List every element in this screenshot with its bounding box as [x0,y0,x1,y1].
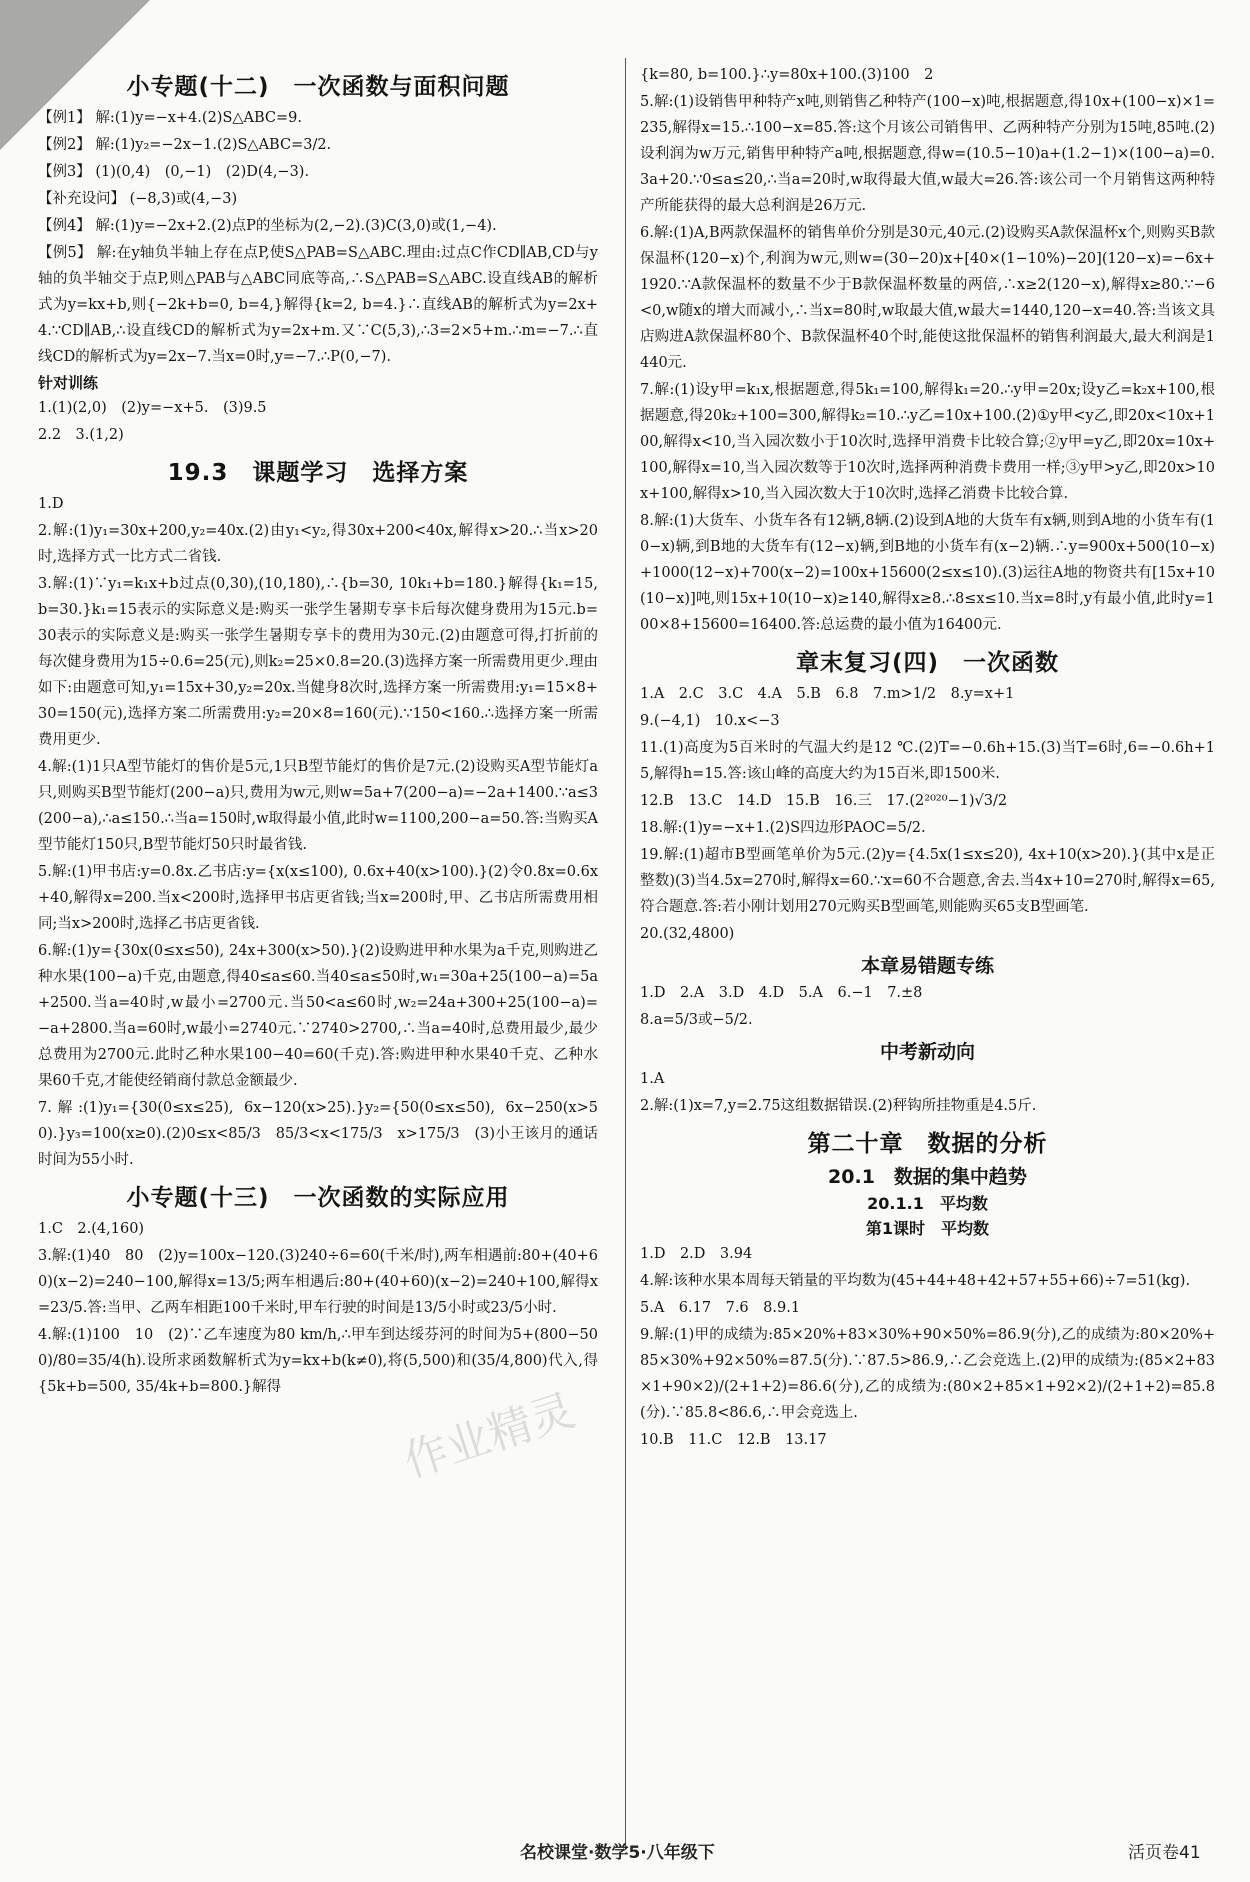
section-heading: 19.3 课题学习 选择方案 [167,460,469,486]
section-heading: 20.1.1 平均数 [867,1194,988,1213]
column-divider [625,58,626,1848]
answer-line: 6.解:(1)y={30x(0≤x≤50), 24x+300(x>50).}(2)设购进甲种水果为a千克,则购进乙种水果(100−a)千克,由题意,得40≤a≤60.当40≤a≤50时,w₁=30a+25(100−a)=5a+2500.当a=40时,w最小=2700元.当50<a≤60时,w₂=24a+300+25(100−a)=−a+2800.当a=60时,w最小=2740元.∵2740>2700,∴当a=40时,总费用最少,最少总费用为2700元.此时乙种水果100−40=60(千克).答:购进甲种水果40千克、乙种水果60千克,才能使经销商付款总金额最少. [38,943,598,1089]
answer-line: 【例3】 (1)(0,4) (0,−1) (2)D(4,−3). [38,164,310,180]
answer-line: 8.解:(1)大货车、小货车各有12辆,8辆.(2)设到A地的大货车有x辆,则到A地的小货车有(10−x)辆,到B地的大货车有(12−x)辆,到B地的小货车有(x−2)辆.∴y=900x+500(10−x)+1000(12−x)+700(x−2)=100x+15600(2≤x≤10).(3)运往A地的物资共有[15x+10(10−x)]吨,则15x+10(10−x)≥140,解得x≥8.∴8≤x≤10.当x=8时,y有最小值,此时y=100×8+15600=16400.答:总运费的最小值为16400元. [640,513,1215,633]
right-column [640,62,1215,1454]
answer-line: 7.解:(1)设y甲=k₁x,根据题意,得5k₁=100,解得k₁=20.∴y甲=20x;设y乙=k₂x+100,根据题意,得20k₂+100=300,解得k₂=10.∴y乙=10x+100.(2)①y甲<y乙,即20x<10x+100,解得x<10,当入园次数小于10次时,选择甲消费卡比较合算;②y甲=y乙,即20x=10x+100,解得x=10,当入园次数等于10次时,选择两种消费卡费用一样;③y甲>y乙,即20x>10x+100,解得x>10,当入园次数大于10次时,选择乙消费卡比较合算. [640,382,1215,502]
answer-line: 10.B 11.C 12.B 13.17 [640,1432,827,1448]
answer-line: 4.解:该种水果本周每天销量的平均数为(45+44+48+42+57+55+66)÷7=51(kg). [640,1273,1191,1289]
watermark-text: 作业精灵 [397,1384,581,1488]
answer-line: 20.(32,4800) [640,926,735,942]
answer-line: 19.解:(1)超市B型画笔单价为5元.(2)y={4.5x(1≤x≤20), 4x+10(x>20).}(其中x是正整数)(3)当4.5x=270时,解得x=60.∵x=60不合题意,舍去.当4x+10=270时,解得x=65,符合题意.答:若小刚计划用270元购买B型画笔,则能购买65支B型画笔. [640,847,1215,915]
answer-line: 4.解:(1)100 10 (2)∵乙车速度为80 km/h,∴甲车到达绥芬河的时间为5+(800−500)/80=35/4(h).设所求函数解析式为y=kx+b(k≠0),将(5,500)和(35/4,800)代入,得{5k+b=500, 35/4k+b=800.}解得 [38,1327,598,1395]
page-number: 活页卷41 [1128,1843,1201,1863]
answer-line: 【例1】 解:(1)y=−x+4.(2)S△ABC=9. [38,110,303,126]
answer-line: 18.解:(1)y=−x+1.(2)S四边形PAOC=5/2. [640,820,926,836]
section-heading: 第二十章 数据的分析 [807,1131,1048,1157]
answer-line: 2.解:(1)y₁=30x+200,y₂=40x.(2)由y₁<y₂,得30x+200<40x,解得x>20.∴当x>20时,选择方式一比方式二省钱. [38,523,598,565]
section-label: 针对训练 [38,374,99,392]
answer-line: 9.解:(1)甲的成绩为:85×20%+83×30%+90×50%=86.9(分),乙的成绩为:80×20%+85×30%+92×50%=87.5(分).∵87.5>86.9,∴乙会竞选上.(2)甲的成绩为:(85×2+83×1+90×2)/(2+1+2)=86.6(分),乙的成绩为:(80×2+85×1+92×2)/(2+1+2)=85.8(分).∵85.8<86.6,∴甲会竞选上. [640,1327,1215,1421]
answer-line: 1.D 2.A 3.D 4.D 5.A 6.−1 7.±8 [640,985,923,1001]
section-heading: 本章易错题专练 [860,955,994,977]
answer-line: 8.a=5/3或−5/2. [640,1012,753,1028]
answer-line: 1.(1)(2,0) (2)y=−x+5. (3)9.5 [38,400,267,416]
answer-line: 2.2 3.(1,2) [38,427,124,443]
answer-line: 5.A 6.17 7.6 8.9.1 [640,1300,801,1316]
section-heading: 章末复习(四) 一次函数 [795,650,1060,676]
answer-line: 【例4】 解:(1)y=−2x+2.(2)点P的坐标为(2,−2).(3)C(3,0)或(1,−4). [38,218,497,234]
answer-line: {k=80, b=100.}∴y=80x+100.(3)100 2 [640,67,934,83]
answer-line: 12.B 13.C 14.D 15.B 16.三 17.(2²⁰²⁰−1)√3/2 [640,793,1008,809]
section-heading: 中考新动向 [879,1041,975,1063]
book-footer: 名校课堂·数学5·八年级下 [520,1843,715,1863]
answer-line: 6.解:(1)A,B两款保温杯的销售单价分别是30元,40元.(2)设购买A款保温杯x个,则购买B款保温杯(120−x)个,利润为w元,则w=(30−20)x+[40×(1−10%)−20](120−x)=−6x+1920.∵A款保温杯的数量不少于B款保温杯数量的两倍,∴x≥2(120−x),解得x≥80.∵−6<0,w随x的增大而减小,∴当x=80时,w取最大值,w最大=1440,120−x=40.答:当该文具店购进A款保温杯80个、B款保温杯40个时,能使这批保温杯的销售利润最大,最大利润是1440元. [640,225,1215,371]
answer-line: 2.解:(1)x=7,y=2.75这组数据错误.(2)秤钩所挂物重是4.5斤. [640,1098,1037,1114]
answer-line: 1.C 2.(4,160) [38,1221,145,1237]
answer-line: 【例5】 解:在y轴负半轴上存在点P,使S△PAB=S△ABC.理由:过点C作CD∥AB,CD与y轴的负半轴交于点P,则△PAB与△ABC同底等高,∴S△PAB=S△ABC.设直线AB的解析式为y=kx+b,则{−2k+b=0, b=4,}解得{k=2, b=4.}∴直线AB的解析式为y=2x+4.∵CD∥AB,∴设直线CD的解析式为y=2x+m.又∵C(5,3),∴3=2×5+m.∴m=−7.∴直线CD的解析式为y=2x−7.当x=0时,y=−7.∴P(0,−7). [38,245,598,365]
answer-line: 3.解:(1)40 80 (2)y=100x−120.(3)240÷6=60(千米/时),两车相遇前:80+(40+60)(x−2)=240−100,解得x=13/5;两车相遇后:80+(40+60)(x−2)=240+100,解得x=23/5.答:当甲、乙两车相距100千米时,甲车行驶的时间是13/5小时或23/5小时. [38,1248,598,1316]
answer-line: 5.解:(1)设销售甲种特产x吨,则销售乙种特产(100−x)吨,根据题意,得10x+(100−x)×1=235,解得x=15.∴100−x=85.答:这个月该公司销售甲、乙两种特产分别为15吨,85吨.(2)设利润为w万元,销售甲种特产a吨,根据题意,得w=(10.5−10)a+(1.2−1)×(100−a)=0.3a+20.∵0≤a≤20,∴当a=20时,w取得最大值,w最大=26.答:该公司一个月销售这两种特产所能获得的最大总利润是26万元. [640,94,1215,214]
answer-line: 1.A [640,1071,665,1087]
answer-line: 1.D [38,496,64,512]
answer-line: 7.解:(1)y₁={30(0≤x≤25), 6x−120(x>25).}y₂={50(0≤x≤50), 6x−250(x>50).}y₃=100(x≥0).(2)0≤x<85/3 85/3<x<175/3 x>175/3 (3)小王该月的通话时间为55小时. [38,1100,598,1168]
section-heading: 第1课时 平均数 [865,1219,990,1238]
section-heading: 20.1 数据的集中趋势 [828,1166,1027,1188]
answer-line: 1.D 2.D 3.94 [640,1246,753,1262]
answer-line: 4.解:(1)1只A型节能灯的售价是5元,1只B型节能灯的售价是7元.(2)设购买A型节能灯a只,则购买B型节能灯(200−a)只,费用为w元,则w=5a+7(200−a)=−2a+1400.∵a≤3(200−a),∴a≤150.∴当a=150时,w取得最小值,此时w=1100,200−a=50.答:当购买A型节能灯150只,B型节能灯50只时最省钱. [38,759,598,853]
answer-line: 9.(−4,1) 10.x<−3 [640,713,780,729]
answer-line: 【补充设问】 (−8,3)或(4,−3) [38,191,238,207]
answer-line: 11.(1)高度为5百米时的气温大约是12 ℃.(2)T=−0.6h+15.(3)当T=6时,6=−0.6h+15,解得h=15.答:该山峰的高度大约为15百米,即1500米. [640,740,1215,782]
answer-line: 3.解:(1)∵y₁=k₁x+b过点(0,30),(10,180),∴{b=30, 10k₁+b=180.}解得{k₁=15, b=30.}k₁=15表示的实际意义是:购买一张学生暑期专享卡后每次健身费用为15元.b=30表示的实际意义是:购买一张学生暑期专享卡的费用为30元.(2)由题意可得,打折前的每次健身费用为15÷0.6=25(元),则k₂=25×0.8=20.(3)选择方案一所需费用更少.理由如下:由题意可知,y₁=15x+30,y₂=20x.当健身8次时,选择方案一所需费用:y₁=15×8+30=150(元),选择方案二所需费用:y₂=20×8=160(元).∵150<160.∴选择方案一所需费用更少. [38,576,598,748]
left-column [38,62,598,1401]
section-heading: 小专题(十三) 一次函数的实际应用 [126,1185,510,1211]
answer-line: 1.A 2.C 3.C 4.A 5.B 6.8 7.m>1/2 8.y=x+1 [640,686,1015,702]
answer-line: 5.解:(1)甲书店:y=0.8x.乙书店:y={x(x≤100), 0.6x+40(x>100).}(2)令0.8x=0.6x+40,解得x=200.当x<200时,选择甲书店更省钱;当x=200时,甲、乙书店所需费用相同;当x>200时,选择乙书店更省钱. [38,864,598,932]
answer-line: 【例2】 解:(1)y₂=−2x−1.(2)S△ABC=3/2. [38,137,332,153]
section-heading: 小专题(十二) 一次函数与面积问题 [126,74,510,100]
